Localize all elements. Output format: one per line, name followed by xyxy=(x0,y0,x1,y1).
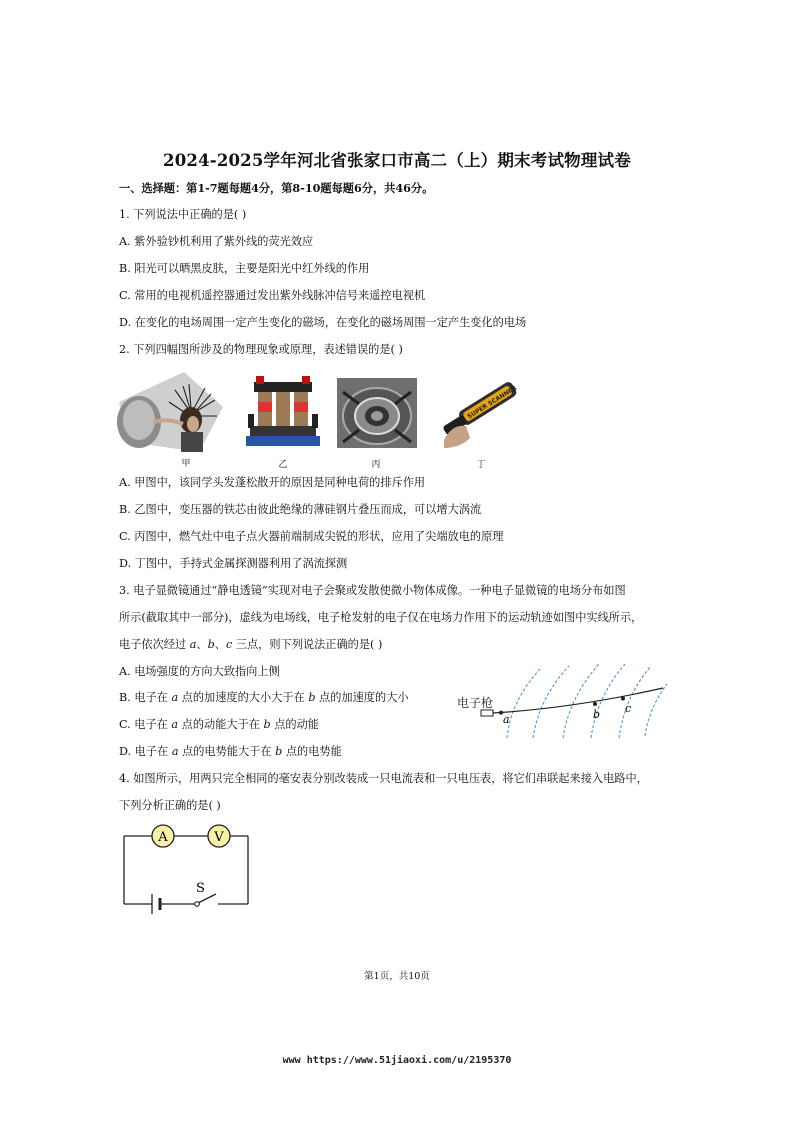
watermark-url: www https://www.51jiaoxi.com/u/2195370 xyxy=(282,1055,512,1066)
electron-gun-label: 电子枪 xyxy=(457,696,494,710)
q2-figure-yi xyxy=(246,376,320,452)
q3-option-c: C. 电子在 a 点的动能大于在 b 点的动能 xyxy=(119,718,319,731)
q3-stem-line1: 3. 电子显微镜通过“静电透镜”实现对电子会聚或发散使微小物体成像。一种电子显微镜的电场分布如图 xyxy=(119,584,626,597)
q3-option-d: D. 电子在 a 点的电势能大于在 b 点的电势能 xyxy=(119,745,342,758)
q3-field-diagram xyxy=(455,660,673,740)
detector-label: SUPER SCANNER xyxy=(466,384,518,421)
q2-option-b: B. 乙图中，变压器的铁芯由彼此绝缘的薄硅钢片叠压而成，可以增大涡流 xyxy=(119,503,482,516)
q4-stem-line2: 下列分析正确的是( ) xyxy=(119,799,221,812)
q1-option-a: A. 紫外验钞机利用了紫外线的荧光效应 xyxy=(119,235,314,248)
section-heading: 一、选择题：第1-7题每题4分，第8-10题每题6分，共46分。 xyxy=(119,181,434,195)
q3-option-b: B. 电子在 a 点的加速度的大小大于在 b 点的加速度的大小 xyxy=(119,691,409,704)
q2-option-d: D. 丁图中，手持式金属探测器利用了涡流探测 xyxy=(119,557,348,570)
point-a-label: a xyxy=(503,713,510,726)
caption-bing: 丙 xyxy=(371,460,381,470)
q3-stem-line3: 电子依次经过 a、b、c 三点，则下列说法正确的是( ) xyxy=(119,638,383,651)
switch-pivot xyxy=(195,902,200,907)
ammeter-label: A xyxy=(158,830,168,845)
battery-icon xyxy=(152,894,160,914)
q2-figure-ding xyxy=(440,378,532,450)
caption-yi: 乙 xyxy=(278,460,288,470)
q2-option-a: A. 甲图中，该同学头发蓬松散开的原因是同种电荷的排斥作用 xyxy=(119,476,426,489)
electron-gun-icon xyxy=(481,710,493,716)
caption-ding: 丁 xyxy=(476,460,486,470)
page-title: 2024-2025学年河北省张家口市高二（上）期末考试物理试卷 xyxy=(163,151,631,170)
q1-option-d: D. 在变化的电场周围一定产生变化的磁场，在变化的磁场周围一定产生变化的电场 xyxy=(119,316,527,329)
point-c-label: c xyxy=(625,702,632,715)
page-footer: 第1页，共10页 xyxy=(364,971,430,982)
caption-jia: 甲 xyxy=(181,459,191,469)
q2-option-c: C. 丙图中，燃气灶中电子点火器前端制成尖锐的形状，应用了尖端放电的原理 xyxy=(119,530,504,543)
q3-option-a: A. 电场强度的方向大致指向上侧 xyxy=(119,665,280,678)
q2-figure-bing xyxy=(337,378,417,448)
q2-stem: 2. 下列四幅图所涉及的物理现象或原理，表述错误的是( ) xyxy=(119,343,403,356)
trajectory xyxy=(493,688,663,713)
q1-stem: 1. 下列说法中正确的是( ) xyxy=(119,208,247,221)
q2-figure-jia xyxy=(119,372,223,452)
q4-circuit-diagram xyxy=(118,822,254,920)
q3-stem-line2: 所示(截取其中一部分)，虚线为电场线，电子枪发射的电子仅在电场力作用下的运动轨迹如图中实线所示， xyxy=(119,611,643,624)
ammeter xyxy=(152,825,174,847)
q1-option-b: B. 阳光可以晒黑皮肤，主要是阳光中红外线的作用 xyxy=(119,262,370,275)
point-b-label: b xyxy=(593,708,601,721)
q4-stem-line1: 4. 如图所示，用两只完全相同的毫安表分别改装成一只电流表和一只电压表，将它们串联起来接入电路中， xyxy=(119,772,648,785)
switch-label: S xyxy=(196,881,205,896)
voltmeter-label: V xyxy=(214,830,224,845)
voltmeter xyxy=(208,825,230,847)
q1-option-c: C. 常用的电视机遥控器通过发出紫外线脉冲信号来遥控电视机 xyxy=(119,289,426,302)
